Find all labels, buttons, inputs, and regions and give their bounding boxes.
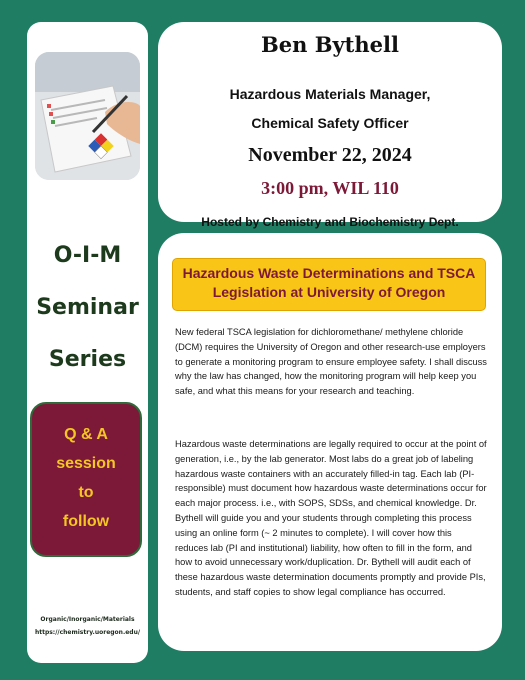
talk-title-line: Legislation at University of Oregon (212, 284, 446, 300)
hazard-checklist-photo (35, 52, 140, 180)
qa-line: to (78, 484, 94, 501)
qa-line: Q & A (64, 426, 108, 443)
qa-line: session (56, 455, 116, 472)
qa-session-box (30, 402, 142, 557)
series-title-line: Seminar (36, 295, 139, 320)
talk-title-line: Hazardous Waste Determinations and TSCA (182, 265, 476, 281)
speaker-role: Hazardous Materials Manager, (229, 86, 431, 102)
series-title (27, 230, 148, 386)
abstract-card (158, 233, 502, 651)
department-footer: Organic/Inorganic/Materials (40, 616, 135, 623)
speaker-name: Ben Bythell (261, 32, 399, 57)
series-title-line: Series (48, 347, 127, 372)
event-time-location: 3:00 pm, WIL 110 (261, 178, 399, 198)
abstract-paragraph: New federal TSCA legislation for dichloromethane/ methylene chloride (DCM) requires the University of Oregon and other research-use employers to generate a monitoring program to ensure employee safety. I shall discuss why the law has changed, how the monitoring program will help keep you safe, and what this means for your research and teaching. (175, 327, 487, 397)
qa-line: follow (62, 513, 110, 530)
talk-title-banner (172, 258, 486, 311)
clipboard-illustration (35, 52, 140, 180)
series-title-line: O-I-M (53, 243, 122, 268)
speaker-role: Chemical Safety Officer (251, 115, 409, 131)
department-url[interactable]: https://chemistry.uoregon.edu/ (34, 629, 141, 636)
abstract-paragraph: Hazardous waste determinations are legally required to occur at the point of generation, i.e., by the lab generator. Most labs do a great job of labeling hazardous waste containers with an accurately filled-in tag. Each lab (PI-responsible) must document how hazardous waste determinations occur for each major process. i.e., with SOPS, SDSs, and chemical knowledge. Dr. Bythell will guide you and your students through completing this process using an online form (~ 2 minutes to complete). I will cover how this reduces lab (PI and institutional) liability, how often to fill in the form, and how to avoid unnecessary work/duplication. Dr. Bythell will audit each of these hazardous waste determination documents promptly and provide PIs, students, and staff copies to show legal compliance has occurred. (175, 439, 487, 597)
sidebar-card (27, 22, 148, 663)
event-host: Hosted by Chemistry and Biochemistry Dept. (201, 215, 459, 229)
event-date: November 22, 2024 (248, 144, 412, 166)
header-card (158, 22, 502, 229)
